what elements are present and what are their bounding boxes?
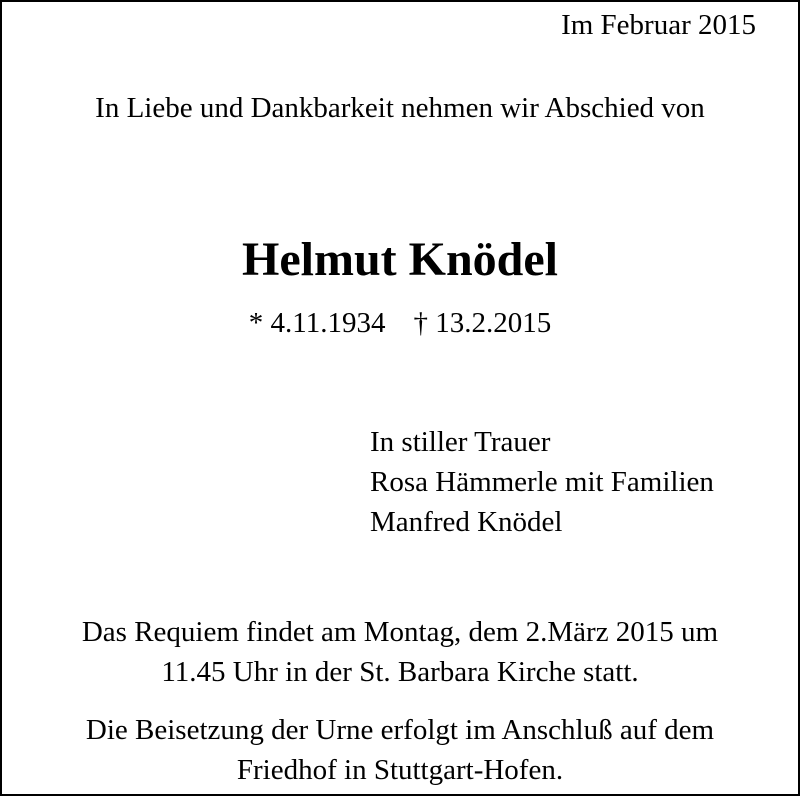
- birth-date: * 4.11.1934: [248, 307, 386, 339]
- burial-info: [2, 710, 798, 790]
- requiem-line: 11.45 Uhr in der St. Barbara Kirche statt.: [161, 656, 639, 688]
- deceased-name: Helmut Knödel: [241, 233, 558, 286]
- requiem-line: Das Requiem findet am Montag, dem 2.März 2015 um: [81, 616, 719, 648]
- mourner-name: Rosa Hämmerle mit Familien: [370, 466, 714, 498]
- notice-date: Im Februar 2015: [561, 9, 756, 41]
- mourning-phrase: In stiller Trauer: [370, 426, 551, 458]
- life-dates: [2, 306, 798, 340]
- requiem-info: [2, 612, 798, 692]
- death-date: † 13.2.2015: [413, 307, 552, 339]
- mourners-block: [370, 422, 714, 542]
- intro-text: In Liebe und Dankbarkeit nehmen wir Abschied von: [95, 92, 705, 124]
- mourner-name: Manfred Knödel: [370, 506, 563, 538]
- burial-line: Friedhof in Stuttgart-Hofen.: [236, 754, 564, 786]
- burial-line: Die Beisetzung der Urne erfolgt im Anschluß auf dem: [85, 714, 715, 746]
